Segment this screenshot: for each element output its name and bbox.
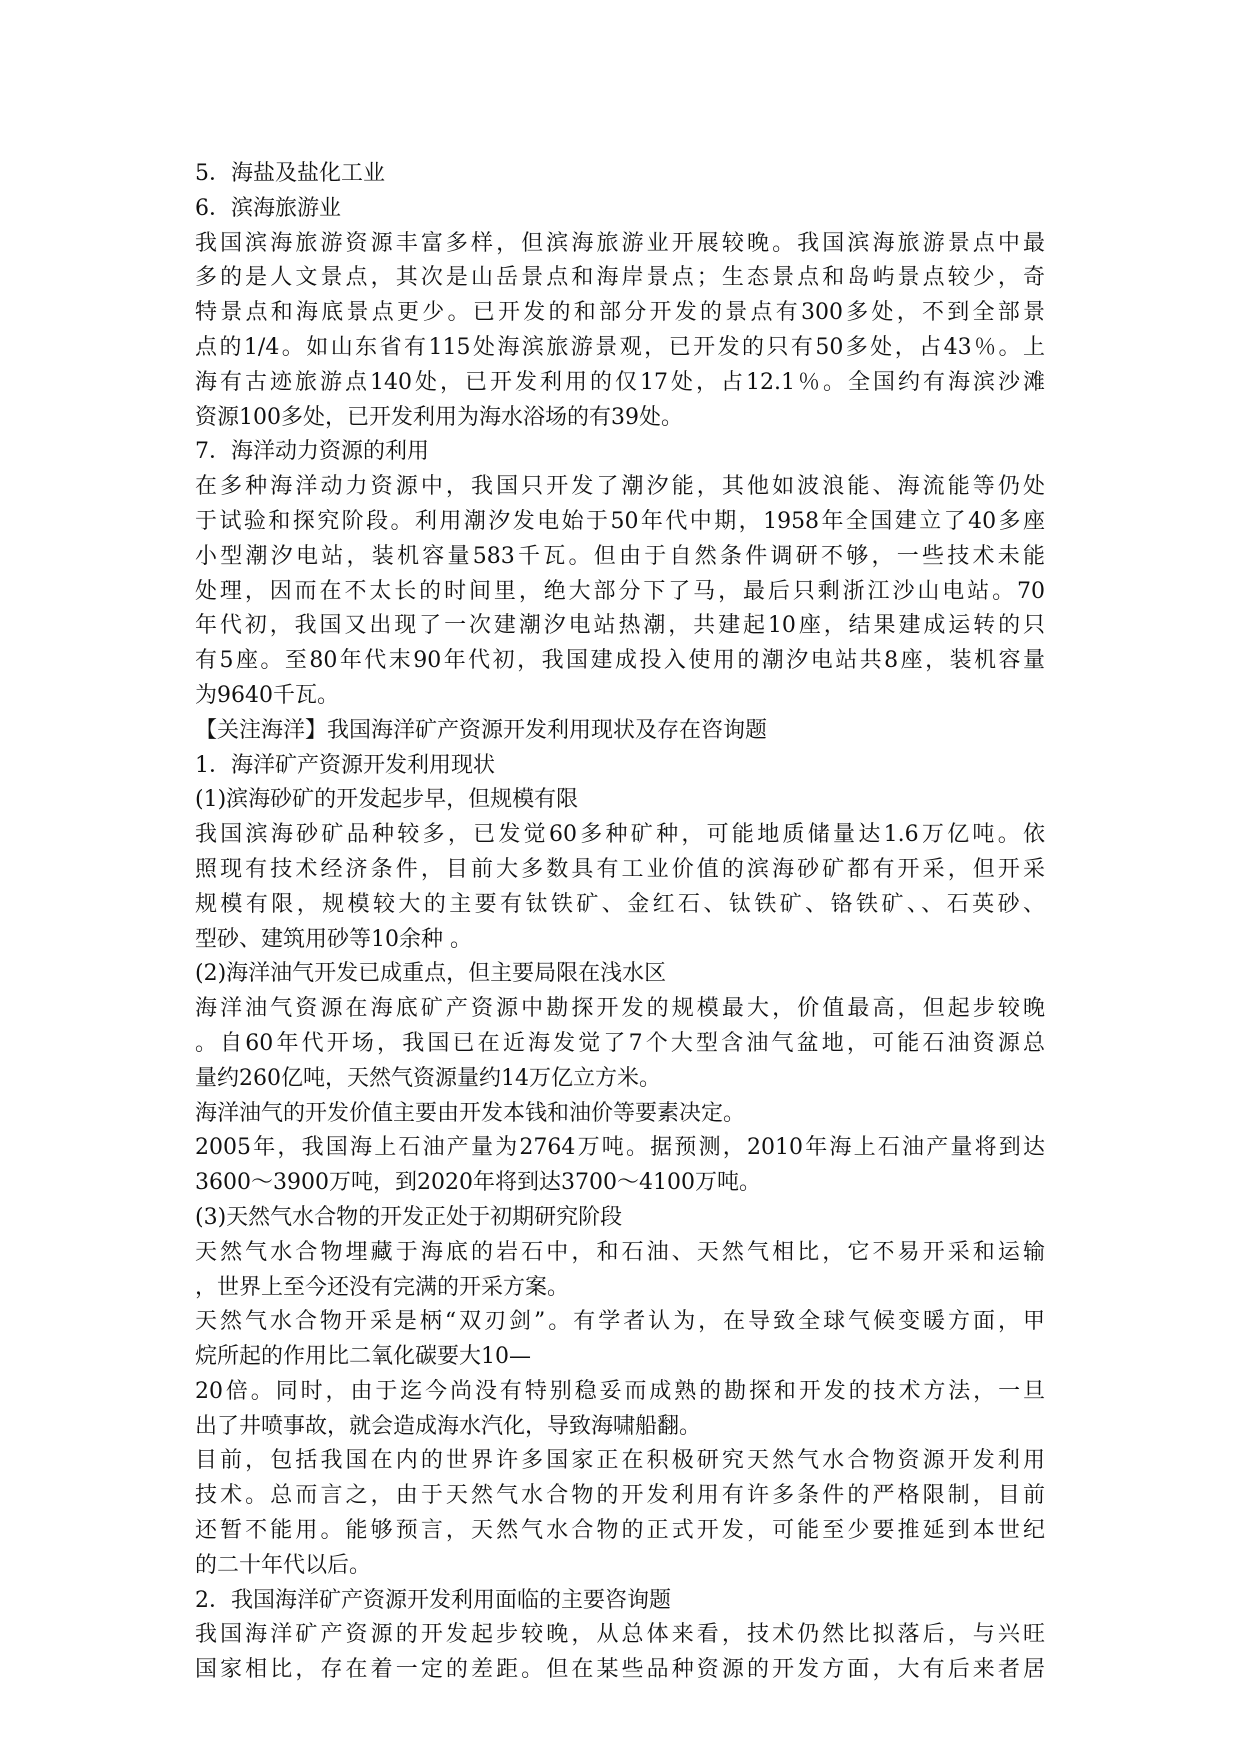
text-line: 特景点和海底景点更少。已开发的和部分开发的景点有300多处，不到全部景 (195, 300, 1045, 326)
text-line: 多的是人文景点，其次是山岳景点和海岸景点；生态景点和岛屿景点较少，奇 (195, 265, 1045, 291)
text-line: 为9640千瓦。 (195, 682, 339, 708)
text-line: (1)滨海砂矿的开发起步早，但规模有限 (195, 787, 579, 813)
text-line: 6．滨海旅游业 (195, 195, 341, 221)
text-line: 目前，包括我国在内的世界许多国家正在积极研究天然气水合物资源开发利用 (195, 1448, 1045, 1474)
text-line: 2005年，我国海上石油产量为2764万吨。据预测，2010年海上石油产量将到达 (195, 1135, 1045, 1161)
text-line: 我国滨海砂矿品种较多，已发觉60多种矿种，可能地质储量达1.6万亿吨。依 (195, 822, 1045, 848)
text-line: (3)天然气水合物的开发正处于初期研究阶段 (195, 1204, 623, 1230)
document-body (195, 157, 1045, 1688)
text-line: 技术。总而言之，由于天然气水合物的开发利用有许多条件的严格限制，目前 (195, 1483, 1045, 1509)
text-line: 资源100多处，已开发利用为海水浴场的有39处。 (195, 404, 683, 430)
text-line: 照现有技术经济条件，目前大多数具有工业价值的滨海砂矿都有开采，但开采 (195, 856, 1045, 882)
text-line: 【关注海洋】我国海洋矿产资源开发利用现状及存在咨询题 (195, 717, 768, 743)
text-line: 出了井喷事故，就会造成海水汽化，导致海啸船翻。 (195, 1413, 702, 1439)
text-line: 型砂、建筑用砂等10余种 。 (195, 926, 472, 952)
text-line: 。自60年代开场，我国已在近海发觉了7个大型含油气盆地，可能石油资源总 (195, 1030, 1045, 1056)
text-line: 我国海洋矿产资源的开发起步较晚，从总体来看，技术仍然比拟落后，与兴旺 (195, 1622, 1045, 1648)
text-line: 海有古迹旅游点140处，已开发利用的仅17处，占12.1％。全国约有海滨沙滩 (195, 369, 1045, 395)
text-line: 7．海洋动力资源的利用 (195, 439, 429, 465)
text-line: 海洋油气资源在海底矿产资源中勘探开发的规模最大，价值最高，但起步较晚 (195, 996, 1045, 1022)
text-line: 国家相比，存在着一定的差距。但在某些品种资源的开发方面，大有后来者居 (195, 1657, 1045, 1683)
text-line: 烷所起的作用比二氧化碳要大10— (195, 1344, 531, 1370)
text-line: ，世界上至今还没有完满的开采方案。 (195, 1274, 570, 1300)
text-line: 2．我国海洋矿产资源开发利用面临的主要咨询题 (195, 1587, 671, 1613)
text-line: 天然气水合物埋藏于海底的岩石中，和石油、天然气相比，它不易开采和运输 (195, 1239, 1045, 1265)
text-line: 我国滨海旅游资源丰富多样，但滨海旅游业开展较晚。我国滨海旅游景点中最 (195, 230, 1045, 256)
text-line: 还暂不能用。能够预言，天然气水合物的正式开发，可能至少要推延到本世纪 (195, 1518, 1045, 1544)
text-line: 5．海盐及盐化工业 (195, 161, 385, 186)
text-line: 海洋油气的开发价值主要由开发本钱和油价等要素决定。 (195, 1100, 746, 1126)
text-line: 于试验和探究阶段。利用潮汐发电始于50年代中期，1958年全国建立了40多座 (195, 508, 1045, 534)
text-line: 年代初，我国又出现了一次建潮汐电站热潮，共建起10座，结果建成运转的只 (195, 613, 1045, 639)
text-line: 20倍。同时，由于迄今尚没有特别稳妥而成熟的勘探和开发的技术方法，一旦 (195, 1378, 1045, 1404)
text-line: 1．海洋矿产资源开发利用现状 (195, 752, 495, 778)
text-line: 3600～3900万吨，到2020年将到达3700～4100万吨。 (195, 1170, 761, 1196)
text-line: 在多种海洋动力资源中，我国只开发了潮汐能，其他如波浪能、海流能等仍处 (195, 474, 1045, 500)
text-line: 量约260亿吨，天然气资源量约14万亿立方米。 (195, 1065, 661, 1091)
text-line: 处理，因而在不太长的时间里，绝大部分下了马，最后只剩浙江沙山电站。70 (195, 578, 1045, 604)
text-line: 的二十年代以后。 (195, 1552, 372, 1578)
text-line: 规模有限，规模较大的主要有钛铁矿、金红石、钛铁矿、铬铁矿、、石英砂、 (195, 891, 1045, 917)
text-line: (2)海洋油气开发已成重点，但主要局限在浅水区 (195, 961, 667, 987)
text-line: 点的1/4。如山东省有115处海滨旅游景观，已开发的只有50多处，占43％。上 (195, 334, 1045, 360)
text-line: 小型潮汐电站，装机容量583千瓦。但由于自然条件调研不够，一些技术未能 (195, 543, 1045, 569)
text-line: 有5座。至80年代末90年代初，我国建成投入使用的潮汐电站共8座，装机容量 (195, 648, 1045, 674)
text-line: 天然气水合物开采是柄“双刃剑”。有学者认为，在导致全球气候变暖方面，甲 (195, 1309, 1045, 1335)
